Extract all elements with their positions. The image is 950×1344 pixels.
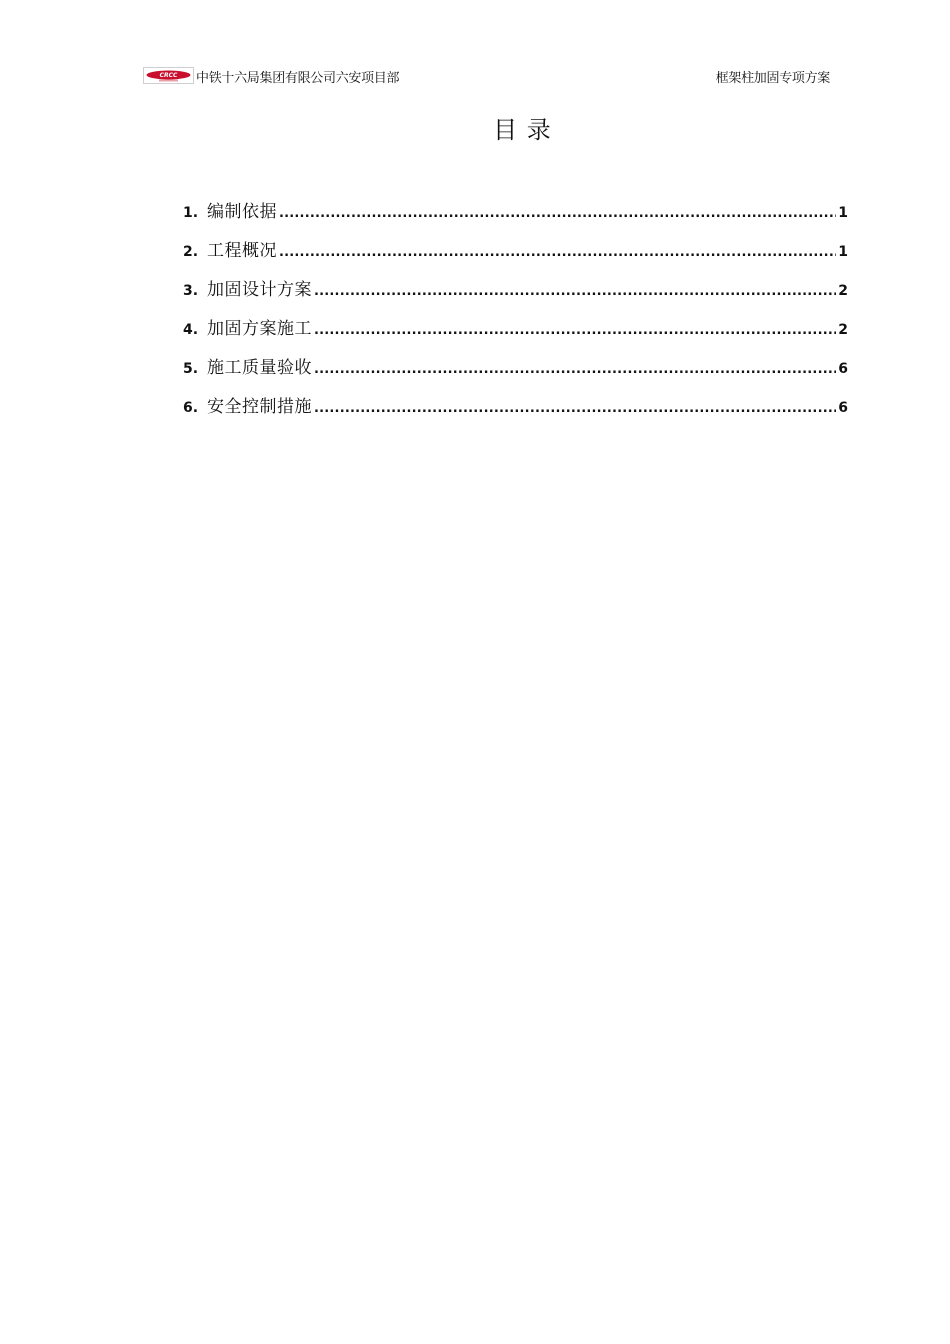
header-company-name: 中铁十六局集团有限公司六安项目部 (196, 71, 400, 86)
toc-entry-number: 6. (183, 400, 199, 416)
toc-entry[interactable] (183, 277, 848, 316)
toc-entry-text: 加固方案施工 (207, 319, 312, 339)
page-header (143, 66, 830, 88)
toc-dot-leader (279, 201, 836, 227)
toc-entry-number: 1. (183, 205, 199, 221)
header-rule (143, 87, 830, 88)
toc-entry-page: 2 (838, 283, 848, 299)
toc-dot-leader (314, 357, 836, 383)
toc-entry[interactable] (183, 238, 848, 277)
toc-entry[interactable] (183, 316, 848, 355)
toc-dot-leader (279, 240, 836, 266)
toc-entry-number: 2. (183, 244, 199, 260)
toc-entry[interactable] (183, 394, 848, 433)
toc-entry-page: 2 (838, 322, 848, 338)
toc-title: 目 录 (493, 116, 552, 144)
toc-entry-number: 3. (183, 283, 199, 299)
svg-text:CRCC: CRCC (159, 72, 178, 79)
toc-entry[interactable] (183, 355, 848, 394)
toc-dot-leader (314, 396, 836, 422)
header-document-title: 框架柱加固专项方案 (715, 71, 830, 86)
toc-dot-leader (314, 318, 836, 344)
toc-entry-text: 工程概况 (207, 241, 277, 261)
toc-entry-page: 6 (838, 361, 848, 377)
toc-entry-number: 4. (183, 322, 199, 338)
toc-entry-text: 安全控制措施 (207, 397, 312, 417)
toc-entry-page: 6 (838, 400, 848, 416)
toc-entry[interactable] (183, 199, 848, 238)
toc-dot-leader (314, 279, 836, 305)
toc-entry-text: 施工质量验收 (207, 358, 312, 378)
company-logo-icon (143, 67, 194, 84)
toc-entry-text: 加固设计方案 (207, 280, 312, 300)
toc-entry-page: 1 (838, 244, 848, 260)
toc-entry-number: 5. (183, 361, 199, 377)
toc-entry-text: 编制依据 (207, 202, 277, 222)
table-of-contents (183, 199, 848, 433)
toc-entry-page: 1 (838, 205, 848, 221)
